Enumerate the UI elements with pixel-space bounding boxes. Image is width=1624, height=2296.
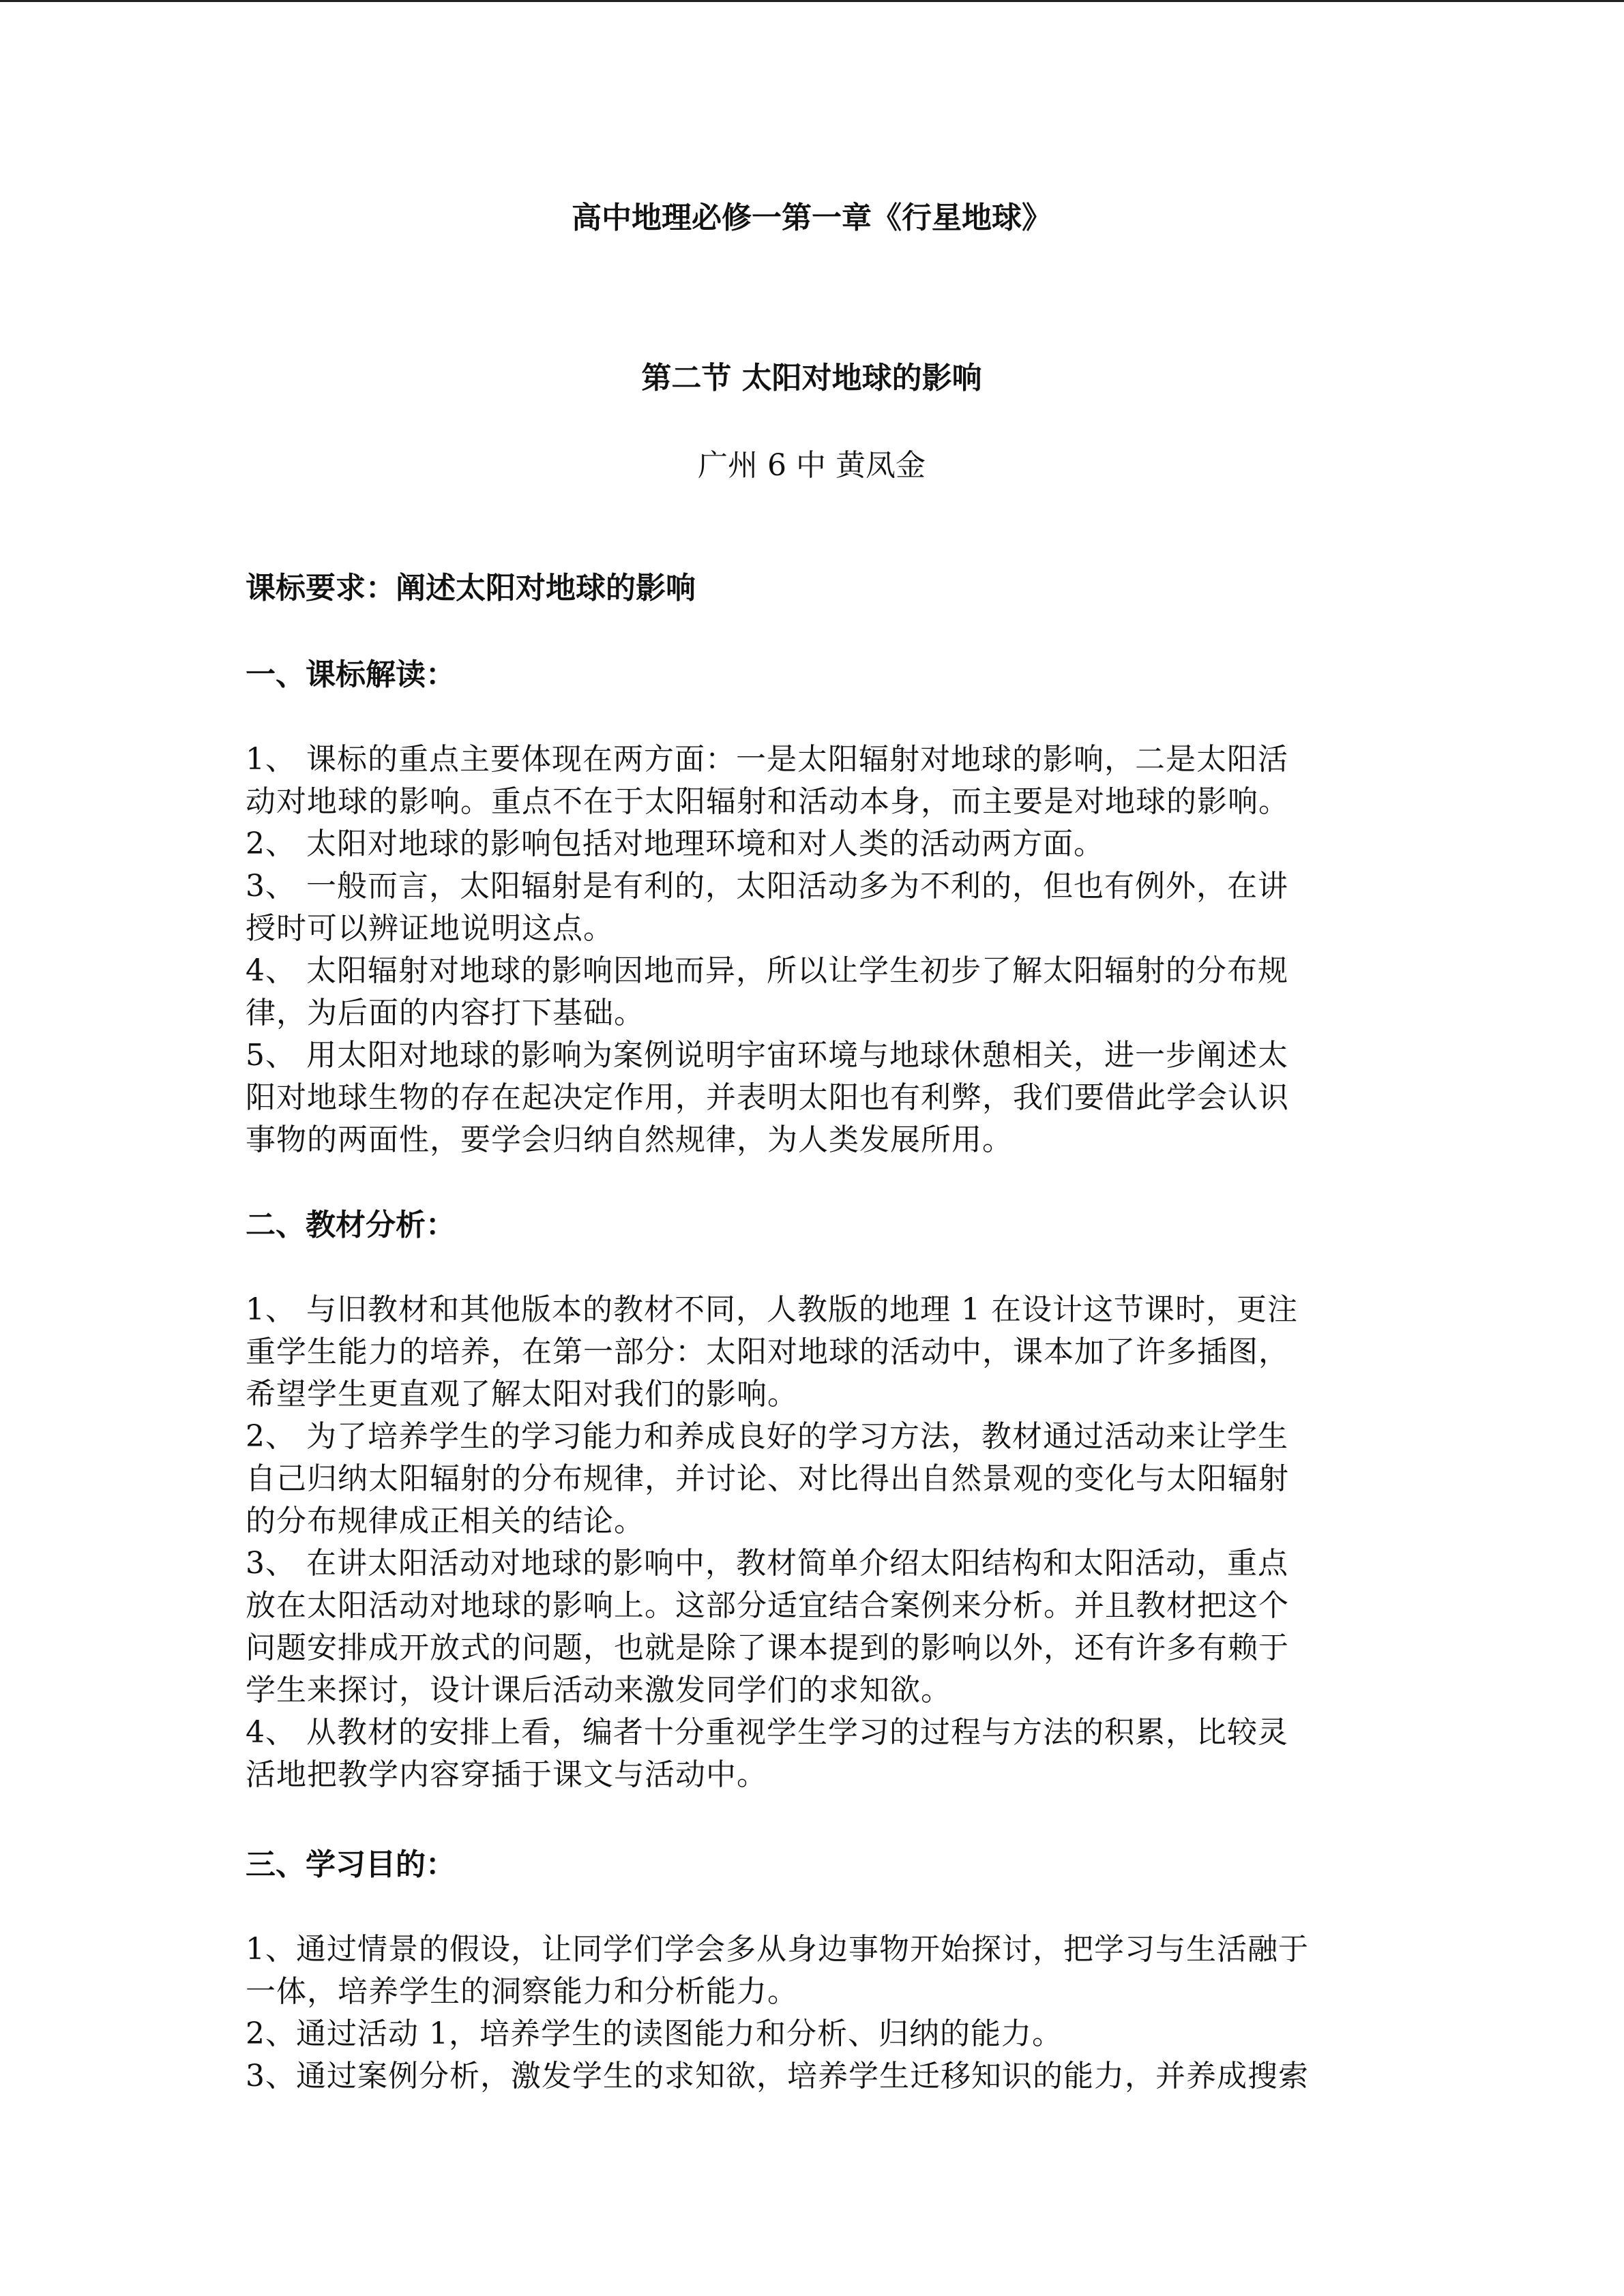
text-line: 学生来探讨，设计课后活动来激发同学们的求知欲。: [246, 1673, 951, 1708]
section-title: 第二节 太阳对地球的影响: [641, 361, 982, 396]
text-line: 4、 从教材的安排上看，编者十分重视学生学习的过程与方法的积累，比较灵: [246, 1715, 1288, 1750]
text-line: 的分布规律成正相关的结论。: [246, 1504, 645, 1538]
text-line: 动对地球的影响。重点不在于太阳辐射和活动本身，而主要是对地球的影响。: [246, 784, 1289, 819]
top-border: [0, 0, 1624, 2]
text-line: 事物的两面性，要学会归纳自然规律，为人类发展所用。: [246, 1122, 1013, 1157]
text-line: 律，为后面的内容打下基础。: [246, 996, 645, 1030]
text-line: 活地把教学内容穿插于课文与活动中。: [246, 1757, 767, 1792]
text-line: 希望学生更直观了解太阳对我们的影响。: [246, 1377, 798, 1412]
text-line: 3、 在讲太阳活动对地球的影响中，教材简单介绍太阳结构和太阳活动，重点: [246, 1546, 1288, 1581]
text-line: 4、 太阳辐射对地球的影响因地而异，所以让学生初步了解太阳辐射的分布规: [246, 953, 1288, 988]
author-line: 广州 6 中 黄凤金: [698, 448, 926, 483]
text-line: 2、 为了培养学生的学习能力和养成良好的学习方法，教材通过活动来让学生: [246, 1419, 1288, 1454]
section-body-3: [246, 1928, 1378, 2098]
text-line: 1、 课标的重点主要体现在两方面：一是太阳辐射对地球的影响，二是太阳活: [246, 742, 1288, 777]
text-line: 放在太阳活动对地球的影响上。这部分适宜结合案例来分析。并且教材把这个: [246, 1588, 1289, 1623]
text-line: 问题安排成开放式的问题，也就是除了课本提到的影响以外，还有许多有赖于: [246, 1630, 1289, 1665]
text-line: 阳对地球生物的存在起决定作用，并表明太阳也有利弊，我们要借此学会认识: [246, 1080, 1289, 1115]
section-heading-3: 三、学习目的：: [246, 1847, 456, 1882]
text-line: 1、 与旧教材和其他版本的教材不同，人教版的地理 1 在设计这节课时，更注: [246, 1292, 1298, 1327]
text-line: 3、通过案例分析，激发学生的求知欲，培养学生迁移知识的能力，并养成搜索: [246, 2059, 1309, 2093]
section-heading-1: 一、课标解读：: [246, 657, 456, 692]
text-line: 1、通过情景的假设，让同学们学会多从身边事物开始探讨，把学习与生活融于: [246, 1932, 1309, 1967]
curriculum-requirement: 课标要求：阐述太阳对地球的影响: [246, 571, 696, 606]
text-line: 一体，培养学生的洞察能力和分析能力。: [246, 1974, 798, 2009]
section-heading-2: 二、教材分析：: [246, 1208, 456, 1242]
text-line: 2、通过活动 1，培养学生的读图能力和分析、归纳的能力。: [246, 2016, 1063, 2051]
text-line: 5、 用太阳对地球的影响为案例说明宇宙环境与地球休憩相关，进一步阐述太: [246, 1038, 1288, 1073]
text-line: 自己归纳太阳辐射的分布规律，并讨论、对比得出自然景观的变化与太阳辐射: [246, 1461, 1289, 1496]
text-line: 授时可以辨证地说明这点。: [246, 911, 614, 946]
document-title: 高中地理必修一第一章《行星地球》: [572, 200, 1052, 235]
section-body-1: [246, 739, 1378, 1161]
text-line: 2、 太阳对地球的影响包括对地理环境和对人类的活动两方面。: [246, 826, 1104, 861]
text-line: 3、 一般而言，太阳辐射是有利的，太阳活动多为不利的，但也有例外，在讲: [246, 869, 1288, 904]
section-body-2: [246, 1289, 1378, 1796]
text-line: 重学生能力的培养，在第一部分：太阳对地球的活动中，课本加了许多插图，: [246, 1335, 1289, 1369]
